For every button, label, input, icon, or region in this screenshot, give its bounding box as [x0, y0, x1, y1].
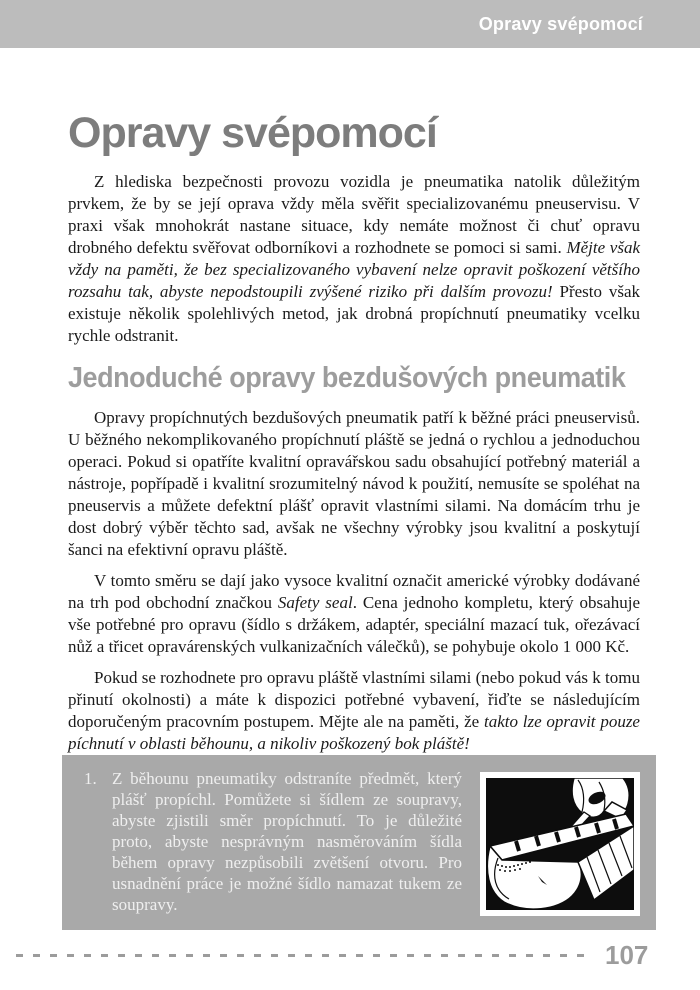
section-heading: Jednoduché opravy bezdušových pneumatik [68, 362, 626, 394]
tire-repair-illustration [480, 772, 640, 916]
running-header-title: Opravy svépomocí [478, 13, 643, 34]
footer-dashed-line [16, 954, 590, 957]
section-paragraph-3: Pokud se rozhodnete pro opravu pláště vlastními silami (nebo pokud vás k tomu přinutí okolnosti) a máte k dispozici potřebné vybavení, řiďte se následujícím doporučeným pracovním postupem. Mějte ale na paměti, že takto lze opravit pouze píchnutí v oblasti běhounu, a nikoliv poškozený bok pláště! [68, 667, 640, 753]
section-paragraph-1: Opravy propíchnutých bezdušových pneumatik patří k běžné práci pneuservisů. U běžného nekomplikovaného propíchnutí pláště se jedná o rychlou a jednoduchou operaci. Pokud si opatříte kvalitní opravářskou sadu obsahující potřebný materiál a nástroje, popřípadě i kvalitní srozumitelný návod k použití, nemusíte se spoléhat na pneuservis a můžete defektní plášť opravit vlastními silami. Na domácím trhu je dost dobrý výběr těchto sad, avšak ne všechny výrobky jsou kvalitní a poskytují šanci na efektivní opravu pláště. [68, 407, 640, 559]
step-text: Z běhounu pneumatiky odstraníte předmět, který plášť propíchl. Pomůžete si šídlem ze soupravy, abyste zjistili směr propíchnutí. To je důležité proto, abyste nesprávným nasměrováním šídla během opravy nezpůsobili zvětšení otvoru. Pro usnadnění práce je možné šídlo namazat tukem ze soupravy. [112, 769, 462, 914]
section-paragraph-2: V tomto směru se dají jako vysoce kvalitní označit americké výrobky dodávané na trh pod obchodní značkou Safety seal. Cena jednoho kompletu, který obsahuje vše potřebné pro opravu (šídlo s držákem, adaptér, speciální mazací tuk, ořezávací nůž a třicet opravárenských vulkanizačních válečků), se pohybuje okolo 1 000 Kč. [68, 570, 640, 656]
page-footer [0, 936, 700, 974]
page-content [68, 109, 641, 755]
intro-paragraph: Z hlediska bezpečnosti provozu vozidla je pneumatika natolik důležitým prvkem, že by se její oprava vždy měla svěřit specializovanému pneuservisu. V praxi však mnohokrát nastane situace, kdy nemáte možnost či chuť opravu drobného defektu svěřovat odborníkovi a rozhodnete se pomoci si sami. Mějte však vždy na paměti, že bez specializovaného vybavení nelze opravit poškození většího rozsahu tak, abyste nepodstoupili zvýšené riziko při dalším provozu! Přesto však existuje několik spolehlivých metod, jak drobná propíchnutí pneumatiky vcelku rychle odstranit. [68, 172, 641, 345]
step-box [62, 755, 656, 930]
chapter-title: Opravy svépomocí [68, 109, 437, 157]
running-header [0, 0, 700, 48]
step-number: 1. [84, 769, 97, 788]
page-number: 107 [605, 940, 649, 970]
